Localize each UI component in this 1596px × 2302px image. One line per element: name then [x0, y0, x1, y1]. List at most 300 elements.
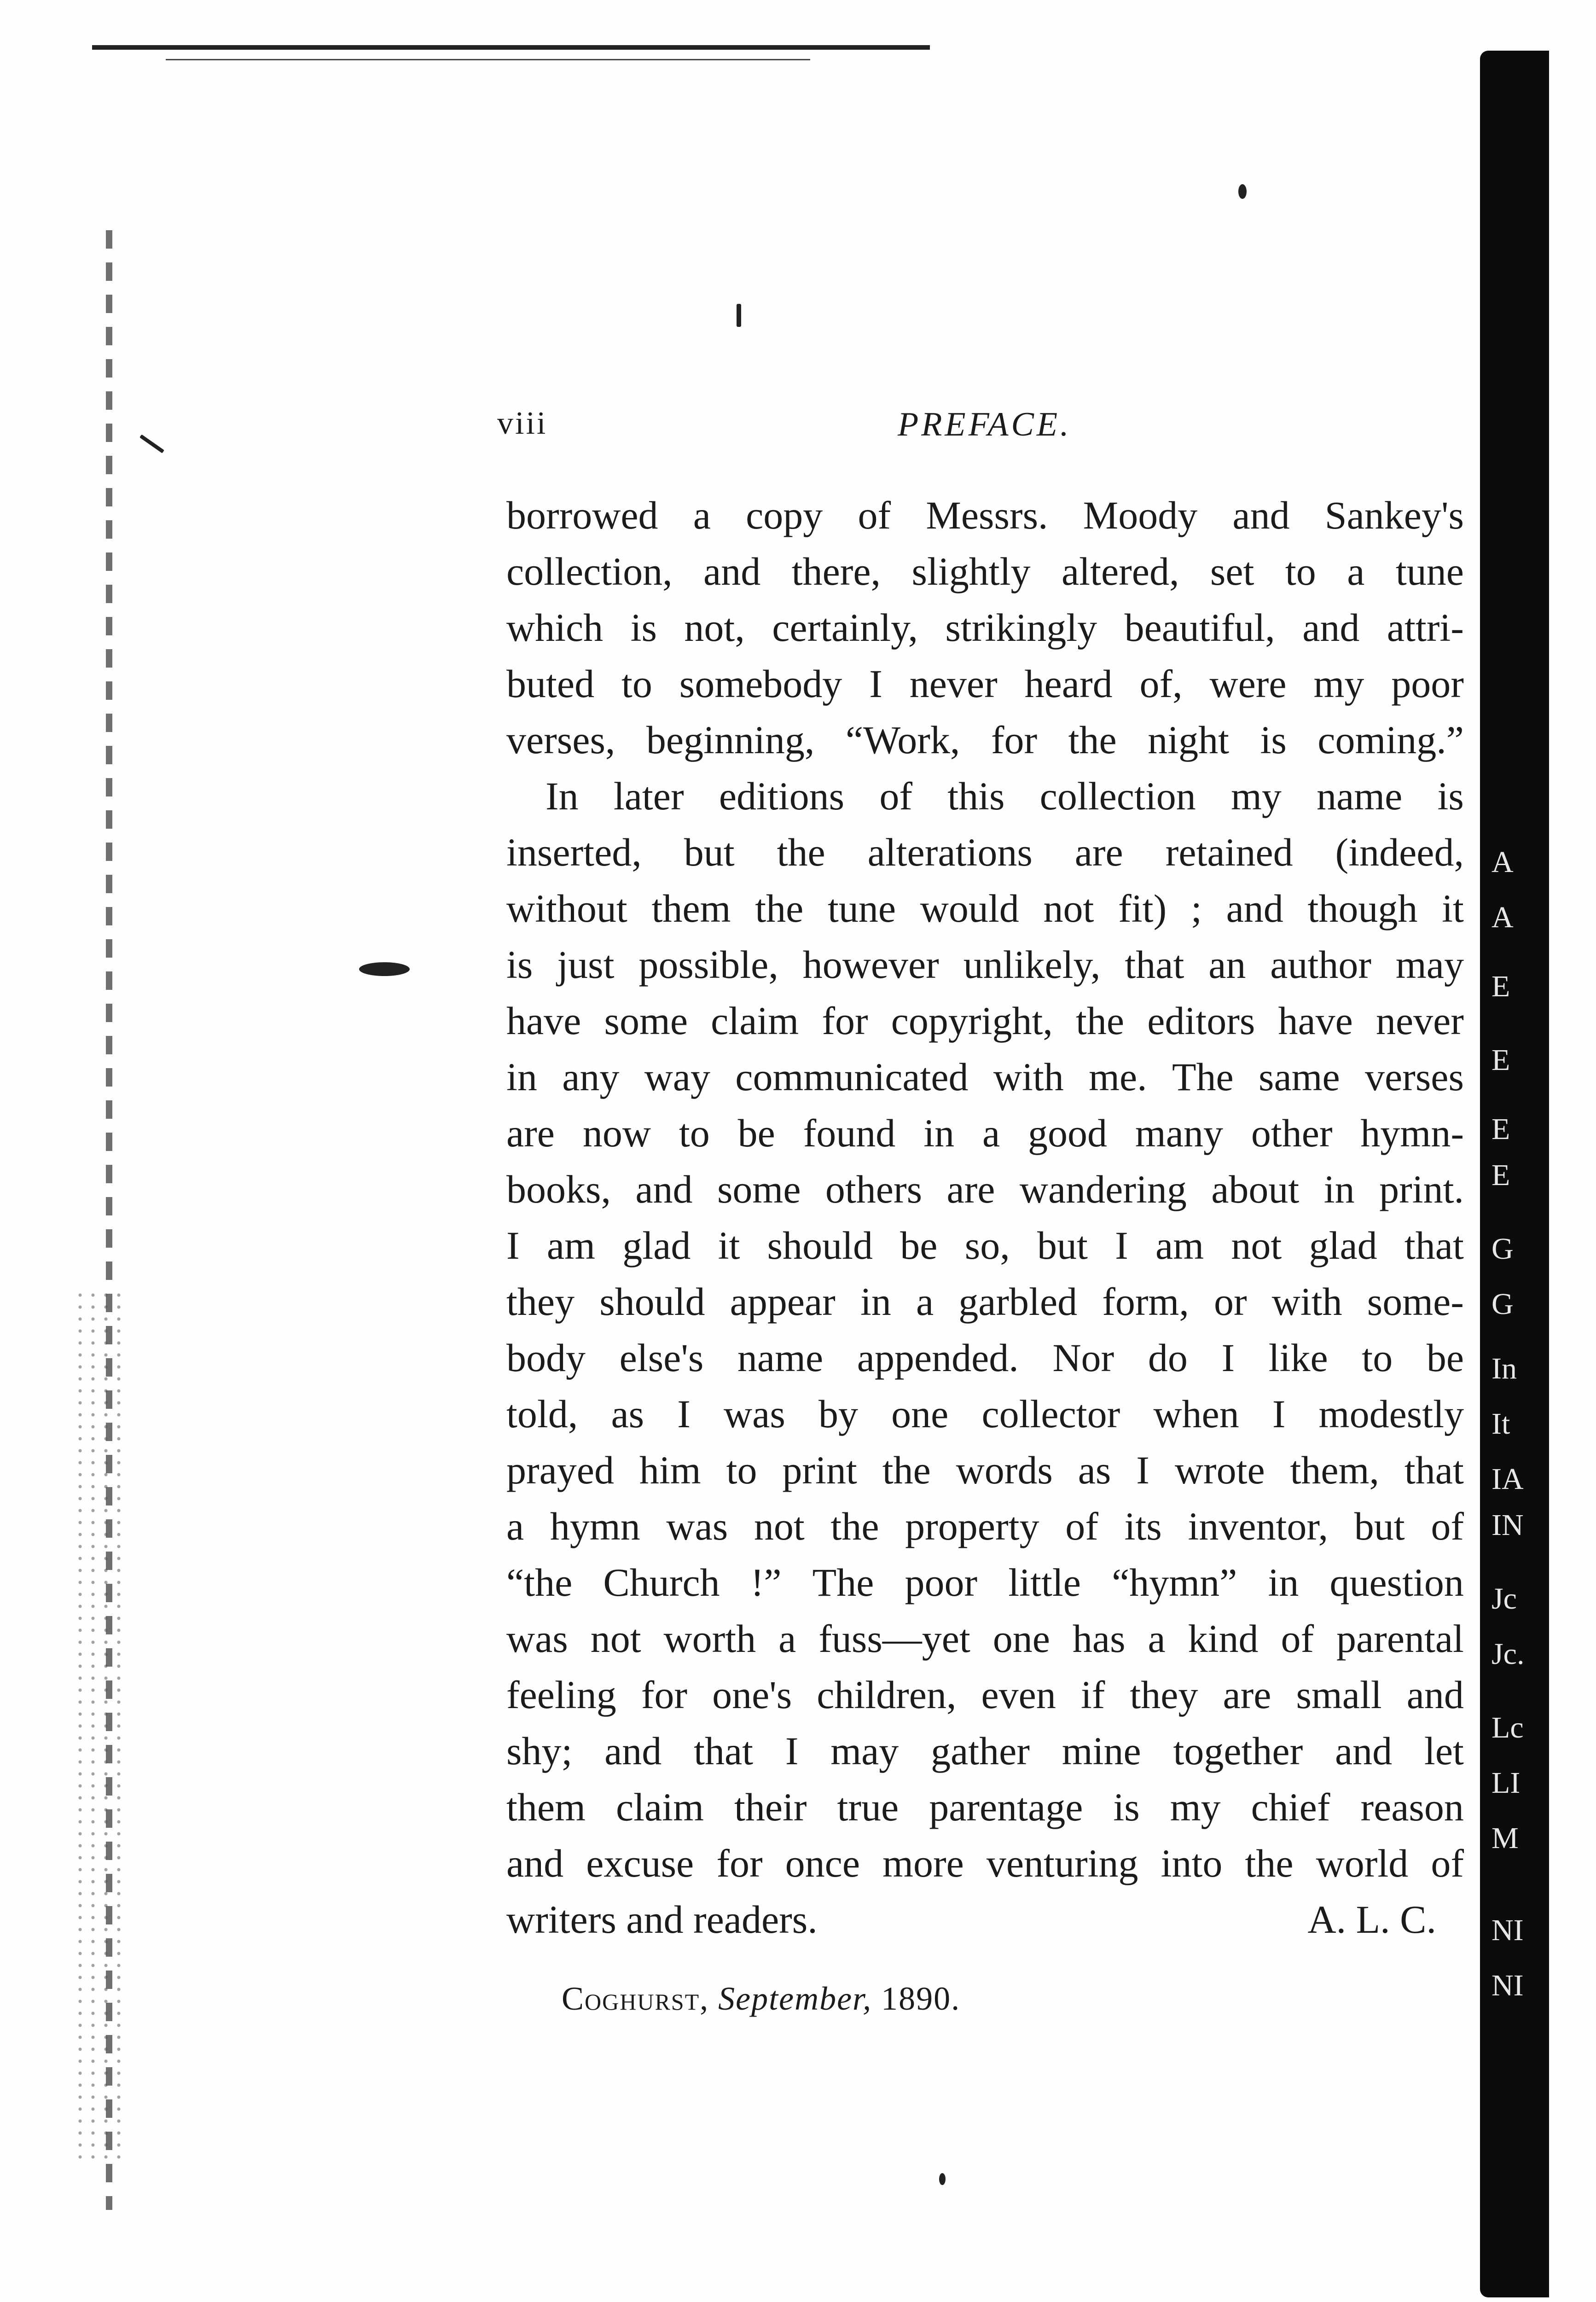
- word: of: [1431, 1504, 1464, 1548]
- word: Church: [603, 1560, 720, 1604]
- word: are: [1223, 1673, 1271, 1717]
- word: possible,: [638, 942, 778, 987]
- word: (indeed,: [1335, 830, 1464, 874]
- bleed-letter: G: [1492, 1232, 1514, 1266]
- word: their: [734, 1785, 807, 1829]
- word: which: [506, 605, 604, 650]
- word: me.: [1089, 1055, 1147, 1099]
- word: just: [557, 942, 615, 987]
- word: collection: [1039, 774, 1196, 818]
- word: be: [900, 1223, 938, 1267]
- word: and: [1302, 605, 1360, 650]
- word: print: [782, 1448, 857, 1492]
- word: should: [599, 1279, 705, 1324]
- word: without: [506, 886, 627, 930]
- word: into: [1161, 1841, 1223, 1885]
- word: “hymn”: [1112, 1560, 1237, 1604]
- word: and: [604, 1729, 662, 1773]
- text-line: [506, 1041, 1464, 1097]
- word: its: [1124, 1504, 1162, 1548]
- word: so,: [964, 1223, 1010, 1267]
- word: communicated: [735, 1055, 969, 1099]
- word: for: [822, 999, 868, 1043]
- text-line: [506, 1658, 1464, 1715]
- word: has: [1072, 1616, 1126, 1661]
- word: with: [1271, 1279, 1342, 1324]
- word: that: [1404, 1448, 1464, 1492]
- word: like: [1268, 1336, 1328, 1380]
- word: venturing: [986, 1841, 1138, 1885]
- word: beautiful,: [1124, 605, 1275, 650]
- word: a: [1347, 549, 1365, 593]
- word: have: [1278, 999, 1353, 1043]
- word: tune: [1395, 549, 1464, 593]
- text-line: [506, 479, 1464, 535]
- word: Moody: [1083, 493, 1198, 537]
- word: have: [506, 999, 581, 1043]
- word: I: [506, 1223, 520, 1267]
- word: and: [635, 1167, 693, 1211]
- word: a: [916, 1279, 934, 1324]
- word: tune: [828, 886, 896, 930]
- text-line: [506, 1715, 1464, 1771]
- ink-blot: [359, 962, 410, 976]
- word: feeling: [506, 1673, 616, 1717]
- word: many: [1135, 1111, 1223, 1155]
- word: appended.: [857, 1336, 1019, 1380]
- word: was: [506, 1616, 568, 1661]
- word: and: [1335, 1729, 1393, 1773]
- word: the: [1076, 999, 1125, 1043]
- word: am: [1155, 1223, 1204, 1267]
- word: for: [716, 1841, 763, 1885]
- word: I: [1221, 1336, 1235, 1380]
- bleed-letter: IN: [1492, 1508, 1524, 1542]
- word: the: [1245, 1841, 1294, 1885]
- word: !”: [750, 1560, 782, 1604]
- word: is: [630, 605, 657, 650]
- word: are: [506, 1111, 555, 1155]
- word: a: [1148, 1616, 1166, 1661]
- bleed-letter: E: [1492, 970, 1510, 1003]
- word: and: [1406, 1673, 1464, 1717]
- word: though: [1307, 886, 1418, 930]
- word: about: [1211, 1167, 1300, 1211]
- word: once: [785, 1841, 860, 1885]
- word: together: [1173, 1729, 1303, 1773]
- word: claim: [615, 1785, 704, 1829]
- author-initials: A. L. C.: [1307, 1897, 1436, 1942]
- word: of: [1281, 1616, 1314, 1661]
- word: them,: [1290, 1448, 1379, 1492]
- dateline-year: 1890.: [881, 1980, 961, 2017]
- word: strikingly: [945, 605, 1097, 650]
- word: unlikely,: [963, 942, 1101, 987]
- word: property: [905, 1504, 1039, 1548]
- word: not: [1043, 886, 1094, 930]
- ink-speck: [1238, 184, 1247, 199]
- word: verses: [1365, 1055, 1464, 1099]
- word: little: [1008, 1560, 1081, 1604]
- word: not: [1231, 1223, 1282, 1267]
- word: in: [1323, 1167, 1355, 1211]
- word: there,: [791, 549, 881, 593]
- word: by: [818, 1392, 858, 1436]
- preface-body: [506, 479, 1464, 1942]
- word: they: [506, 1279, 575, 1324]
- text-line: [506, 760, 1464, 816]
- word: found: [803, 1111, 896, 1155]
- text-line: [506, 1602, 1464, 1661]
- word: not,: [684, 605, 745, 650]
- word: my: [1230, 774, 1282, 818]
- word: copyright,: [891, 999, 1053, 1043]
- word: editors: [1147, 999, 1255, 1043]
- word: to: [621, 662, 652, 706]
- word: way: [644, 1055, 710, 1099]
- text-line: [506, 703, 1464, 760]
- word: not: [590, 1616, 641, 1661]
- word: beginning,: [646, 718, 815, 762]
- bleed-letter: G: [1492, 1287, 1514, 1321]
- word: wrote: [1174, 1448, 1265, 1492]
- word: and: [1232, 493, 1290, 537]
- bleed-letter: Lc: [1492, 1711, 1524, 1744]
- bleed-letter: LI: [1492, 1766, 1521, 1800]
- text-line: [506, 1153, 1464, 1209]
- word: mine: [1062, 1729, 1141, 1773]
- word: is: [1113, 1785, 1140, 1829]
- word: may: [830, 1729, 899, 1773]
- word: I: [785, 1729, 799, 1773]
- word: copy: [746, 493, 823, 537]
- text-line: [506, 1321, 1464, 1378]
- word: the: [830, 1504, 879, 1548]
- word: shy;: [506, 1729, 573, 1773]
- word: Messrs.: [926, 493, 1048, 537]
- word: a: [778, 1616, 796, 1661]
- word: The: [1172, 1055, 1234, 1099]
- word: world: [1316, 1841, 1409, 1885]
- word: more: [882, 1841, 964, 1885]
- word: night: [1148, 718, 1229, 762]
- text-line: [506, 1378, 1464, 1434]
- word: to: [726, 1448, 757, 1492]
- word: and: [506, 1841, 564, 1885]
- bleed-letter: E: [1492, 1043, 1510, 1077]
- word: editions: [719, 774, 845, 818]
- word: the: [755, 886, 804, 930]
- word: inserted,: [506, 830, 642, 874]
- word: coming.”: [1317, 718, 1464, 762]
- word: poor: [1391, 662, 1464, 706]
- word: even: [981, 1673, 1056, 1717]
- word: in: [860, 1279, 891, 1324]
- word: Nor: [1052, 1336, 1114, 1380]
- word: him: [639, 1448, 701, 1492]
- word: chief: [1251, 1785, 1330, 1829]
- word: verses,: [506, 718, 615, 762]
- dateline-month: September,: [718, 1980, 872, 2017]
- word: appear: [730, 1279, 836, 1324]
- word: now: [582, 1111, 651, 1155]
- word: collection,: [506, 549, 673, 593]
- bleed-letter: E: [1492, 1112, 1510, 1146]
- word: or: [1214, 1279, 1247, 1324]
- text-line: [506, 872, 1464, 928]
- word: print.: [1379, 1167, 1464, 1211]
- top-rule-thin: [166, 59, 810, 60]
- word: some-: [1367, 1279, 1464, 1324]
- text-line: [506, 984, 1464, 1041]
- word: good: [1028, 1111, 1108, 1155]
- word: I: [1136, 1448, 1149, 1492]
- word: some: [717, 1167, 801, 1211]
- word: parentage: [929, 1785, 1083, 1829]
- word: are: [1074, 830, 1123, 874]
- text-line: [506, 816, 1464, 872]
- word: others: [825, 1167, 923, 1211]
- word: slightly: [911, 549, 1031, 593]
- word: other: [1251, 1111, 1333, 1155]
- word: of: [879, 774, 912, 818]
- word: I: [677, 1392, 691, 1436]
- word: same: [1259, 1055, 1340, 1099]
- word: the: [777, 830, 825, 874]
- word: that: [1404, 1223, 1464, 1267]
- word: certainly,: [772, 605, 918, 650]
- word: attri-: [1387, 605, 1464, 650]
- word: heard: [1024, 662, 1113, 706]
- word: fuss—yet: [818, 1616, 970, 1661]
- word: borrowed: [506, 493, 658, 537]
- word: somebody: [679, 662, 842, 706]
- word: “Work,: [845, 718, 960, 762]
- word: else's: [619, 1336, 704, 1380]
- word: the: [1068, 718, 1117, 762]
- word: this: [947, 774, 1005, 818]
- bleed-letter: M: [1492, 1821, 1519, 1855]
- word: claim: [711, 999, 799, 1043]
- word: set: [1210, 549, 1254, 593]
- word: one's: [712, 1673, 792, 1717]
- word: with: [993, 1055, 1064, 1099]
- word: is: [506, 942, 533, 987]
- word: buted: [506, 662, 595, 706]
- word: reason: [1360, 1785, 1464, 1829]
- word: as: [1078, 1448, 1111, 1492]
- word: of: [1431, 1841, 1464, 1885]
- word: as: [611, 1392, 644, 1436]
- word: a: [506, 1504, 524, 1548]
- word: hymn-: [1360, 1111, 1464, 1155]
- word: should: [767, 1223, 873, 1267]
- word: body: [506, 1336, 586, 1380]
- word: later: [613, 774, 684, 818]
- word: a: [693, 493, 711, 537]
- ink-streak: [139, 435, 164, 453]
- word: be: [737, 1111, 775, 1155]
- word: wandering: [1019, 1167, 1187, 1211]
- final-line-text: writers and readers.: [506, 1897, 818, 1942]
- bleed-letter: Jc.: [1492, 1637, 1525, 1671]
- bleed-letter: A: [1492, 901, 1514, 934]
- word: be: [1426, 1336, 1464, 1380]
- word: are: [946, 1167, 995, 1211]
- word: author: [1270, 942, 1371, 987]
- word: some: [604, 999, 688, 1043]
- word: any: [562, 1055, 620, 1099]
- word: and: [1226, 886, 1283, 930]
- text-line: [506, 1546, 1464, 1602]
- word: is: [1260, 718, 1287, 762]
- word: them: [651, 886, 731, 930]
- word: is: [1437, 774, 1464, 818]
- word: never: [1375, 999, 1464, 1043]
- word: question: [1329, 1560, 1464, 1604]
- word: I: [869, 662, 882, 706]
- word: Sankey's: [1324, 493, 1464, 537]
- word: “the: [506, 1560, 573, 1604]
- word: to: [1285, 549, 1316, 593]
- word: name: [737, 1336, 824, 1380]
- word: kind: [1188, 1616, 1259, 1661]
- bleed-letter: IA: [1492, 1462, 1524, 1496]
- word: garbled: [958, 1279, 1078, 1324]
- word: one: [992, 1616, 1050, 1661]
- text-line: [506, 928, 1464, 987]
- word: form,: [1102, 1279, 1189, 1324]
- word: gather: [931, 1729, 1030, 1773]
- running-head: [497, 405, 1473, 460]
- text-line: [506, 1827, 1464, 1883]
- text-line: [506, 1771, 1464, 1827]
- word: if: [1080, 1673, 1105, 1717]
- word: was: [666, 1504, 728, 1548]
- word: but: [1037, 1223, 1088, 1267]
- word: of: [858, 493, 891, 537]
- word: to: [1362, 1336, 1393, 1380]
- running-title: PREFACE.: [898, 406, 1072, 443]
- left-margin-specks: [74, 1289, 129, 2164]
- bleed-letter: Jc: [1492, 1582, 1517, 1616]
- bleed-letter: E: [1492, 1158, 1510, 1192]
- closing-line: [506, 1883, 1464, 1942]
- page-number: viii: [497, 406, 548, 441]
- text-line: [506, 1490, 1464, 1546]
- ink-speck: [737, 304, 741, 327]
- word: In: [546, 774, 579, 818]
- text-line: [506, 1097, 1464, 1153]
- word: I: [1272, 1392, 1286, 1436]
- word: words: [956, 1448, 1053, 1492]
- word: one: [891, 1392, 949, 1436]
- word: alterations: [867, 830, 1033, 874]
- word: poor: [905, 1560, 978, 1604]
- bleed-letter: NI: [1492, 1913, 1524, 1947]
- word: my: [1313, 662, 1364, 706]
- word: The: [812, 1560, 874, 1604]
- word: in: [506, 1055, 537, 1099]
- word: never: [909, 662, 998, 706]
- word: my: [1170, 1785, 1221, 1829]
- ink-speck: [939, 2173, 946, 2185]
- word: in: [923, 1111, 955, 1155]
- word: children,: [817, 1673, 957, 1717]
- word: but: [1354, 1504, 1405, 1548]
- word: worth: [663, 1616, 756, 1661]
- text-line: [506, 647, 1464, 706]
- bleed-letter: NI: [1492, 1969, 1524, 2002]
- word: an: [1208, 942, 1246, 987]
- word: am: [546, 1223, 595, 1267]
- word: for: [641, 1673, 688, 1717]
- word: parental: [1336, 1616, 1464, 1661]
- word: that: [694, 1729, 754, 1773]
- word: do: [1148, 1336, 1188, 1380]
- word: hymn: [550, 1504, 640, 1548]
- top-rule: [92, 45, 930, 50]
- word: would: [920, 886, 1019, 930]
- word: in: [1268, 1560, 1299, 1604]
- word: small: [1296, 1673, 1382, 1717]
- word: ;: [1190, 886, 1202, 930]
- word: them: [506, 1785, 586, 1829]
- dateline: [562, 1980, 960, 2018]
- word: collector: [981, 1392, 1120, 1436]
- text-line: [506, 1434, 1464, 1490]
- text-line: [506, 535, 1464, 591]
- word: retained: [1165, 830, 1293, 874]
- word: excuse: [586, 1841, 694, 1885]
- word: altered,: [1062, 549, 1179, 593]
- word: it: [718, 1223, 740, 1267]
- text-line: [506, 591, 1464, 650]
- word: of,: [1139, 662, 1183, 706]
- word: true: [837, 1785, 899, 1829]
- word: but: [684, 830, 735, 874]
- word: not: [754, 1504, 805, 1548]
- word: was: [724, 1392, 785, 1436]
- word: name: [1317, 774, 1403, 818]
- word: to: [679, 1111, 710, 1155]
- word: were: [1209, 662, 1287, 706]
- text-line: [506, 1209, 1464, 1265]
- word: glad: [1309, 1223, 1377, 1267]
- word: it: [1442, 886, 1464, 930]
- text-line: [506, 1265, 1464, 1324]
- word: when: [1153, 1392, 1239, 1436]
- word: they: [1130, 1673, 1198, 1717]
- word: let: [1424, 1729, 1464, 1773]
- word: and: [703, 549, 761, 593]
- word: however: [802, 942, 939, 987]
- word: that: [1125, 942, 1184, 987]
- word: told,: [506, 1392, 578, 1436]
- word: of: [1065, 1504, 1098, 1548]
- word: books,: [506, 1167, 611, 1211]
- word: may: [1395, 942, 1464, 987]
- word: prayed: [506, 1448, 614, 1492]
- word: the: [882, 1448, 931, 1492]
- bleed-letter: A: [1492, 845, 1514, 879]
- word: I: [1115, 1223, 1128, 1267]
- word: glad: [622, 1223, 691, 1267]
- bleed-letter: In: [1492, 1352, 1517, 1385]
- bleed-letter: It: [1492, 1407, 1510, 1441]
- word: for: [991, 718, 1038, 762]
- word: a: [982, 1111, 1000, 1155]
